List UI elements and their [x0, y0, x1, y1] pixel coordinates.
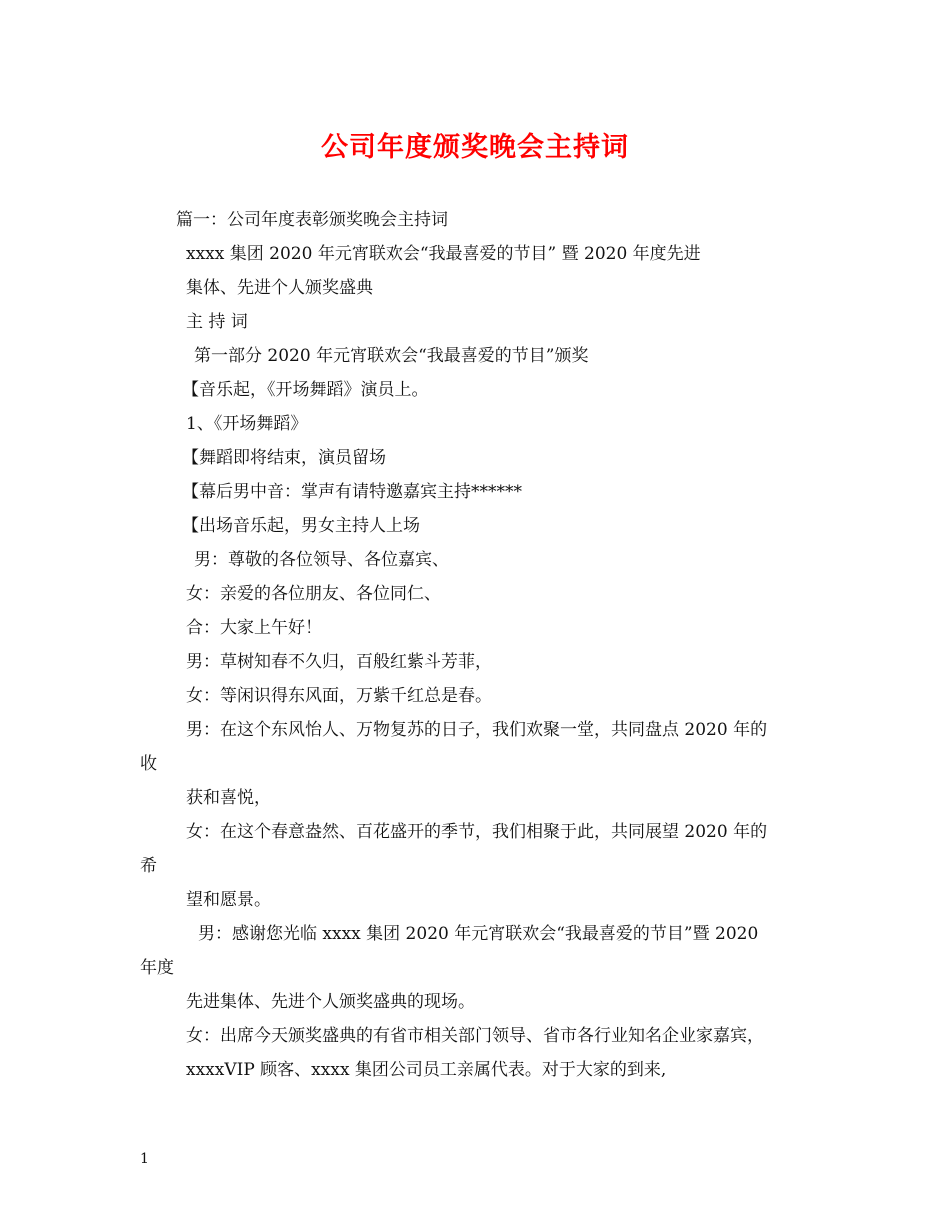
body-line: xxxx 集团 2020 年元宵联欢会“我最喜爱的节目” 暨 2020 年度先进: [186, 244, 701, 264]
body-line: 【幕后男中音：掌声有请特邀嘉宾主持******: [182, 482, 522, 502]
body-line: 【舞蹈即将结束，演员留场: [182, 448, 386, 468]
body-line: 望和愿景。: [186, 890, 271, 910]
body-line: 第一部分 2020 年元宵联欢会“我最喜爱的节目”颁奖: [194, 346, 589, 366]
body-line: 篇一：公司年度表彰颁奖晚会主持词: [176, 210, 448, 230]
body-line: 收: [140, 754, 157, 774]
body-line: 男：草树知春不久归，百般红紫斗芳菲，: [186, 652, 492, 672]
body-line: 合：大家上午好！: [186, 618, 322, 638]
body-line: 男：感谢您光临 xxxx 集团 2020 年元宵联欢会“我最喜爱的节目”暨 2020: [198, 924, 759, 944]
body-line: 男：在这个东风怡人、万物复苏的日子，我们欢聚一堂，共同盘点 2020 年的: [186, 720, 768, 740]
body-line: 女：出席今天颁奖盛典的有省市相关部门领导、省市各行业知名企业家嘉宾，: [186, 1026, 764, 1046]
body-line: 先进集体、先进个人颁奖盛典的现场。: [186, 992, 475, 1012]
body-line: 1、《开场舞蹈》: [186, 414, 308, 434]
body-line: 主 持 词: [186, 312, 248, 332]
body-line: 【音乐起，《开场舞蹈》演员上。: [182, 380, 429, 400]
body-line: 希: [140, 856, 157, 876]
body-line: 获和喜悦，: [186, 788, 271, 808]
body-line: 【出场音乐起，男女主持人上场: [182, 516, 420, 536]
page-number: 1: [140, 1151, 149, 1167]
body-line: xxxxVIP 顾客、xxxx 集团公司员工亲属代表。对于大家的到来,: [186, 1060, 667, 1080]
body-line: 女：等闲识得东风面，万紫千红总是春。: [186, 686, 492, 706]
body-line: 年度: [140, 958, 174, 978]
document-title: 公司年度颁奖晚会主持词: [321, 132, 629, 163]
body-line: 男：尊敬的各位领导、各位嘉宾、: [194, 550, 449, 570]
body-line: 集体、先进个人颁奖盛典: [186, 278, 373, 298]
body-line: 女：亲爱的各位朋友、各位同仁、: [186, 584, 441, 604]
body-line: 女：在这个春意盎然、百花盛开的季节，我们相聚于此，共同展望 2020 年的: [186, 822, 768, 842]
